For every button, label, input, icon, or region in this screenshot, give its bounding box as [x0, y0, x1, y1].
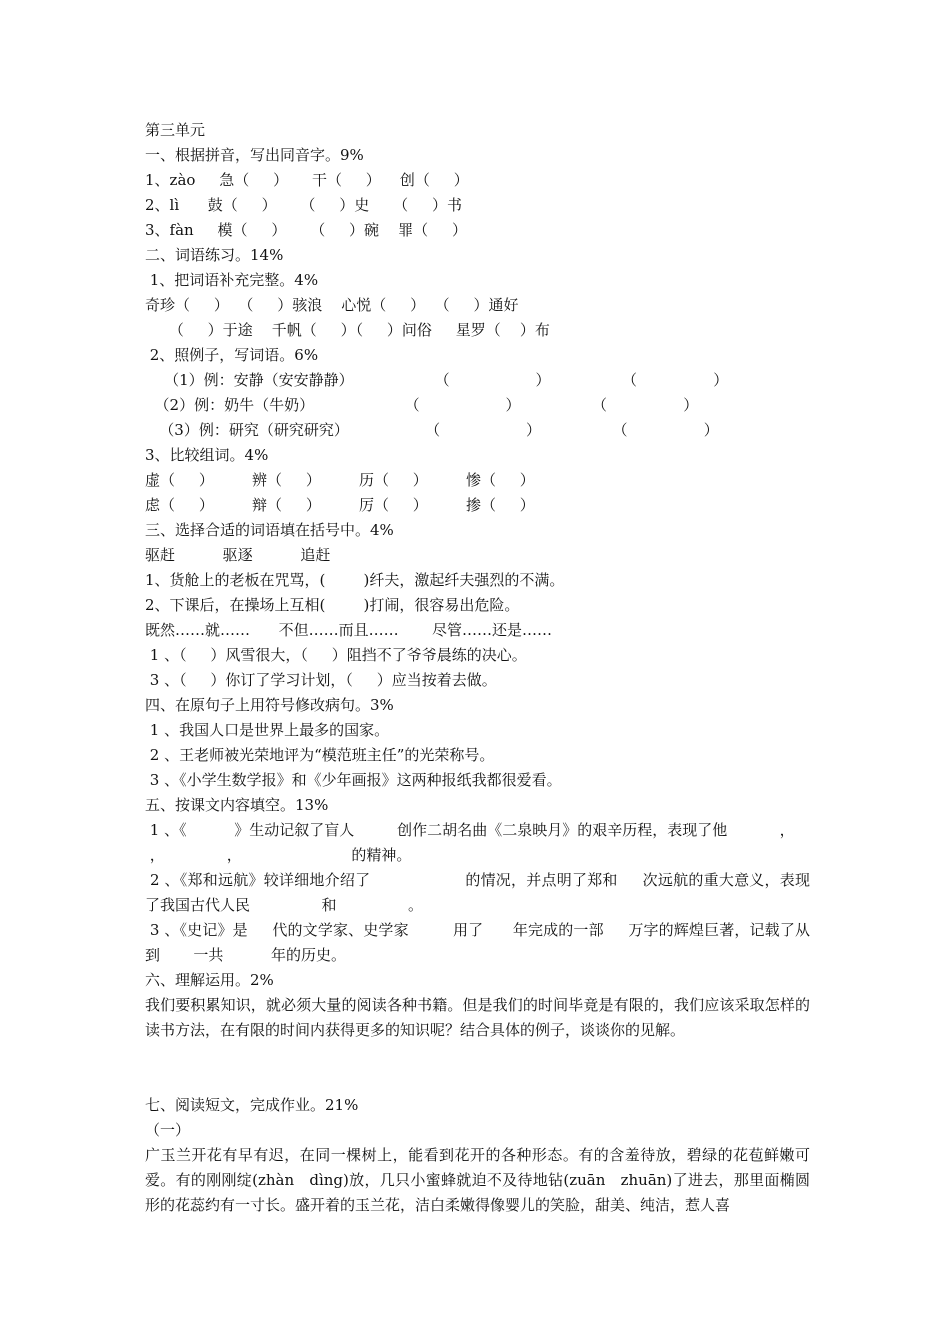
exercise-line: 虑（ ） 辩（ ） 厉（ ） 掺（ ） — [145, 496, 535, 514]
section-5-heading: 五、按课文内容填空。13% — [145, 796, 329, 814]
pinyin-line: 3、fàn 模（ ） （ ）碗 罪（ ） — [145, 221, 467, 239]
subsection-heading: 3、比较组词。4% — [145, 446, 269, 464]
subsection-heading: 1、把词语补充完整。4% — [145, 271, 319, 289]
exercise-line: 1 、我国人口是世界上最多的国家。 — [145, 721, 390, 739]
section-4-heading: 四、在原句子上用符号修改病句。3% — [145, 696, 394, 714]
document-page — [145, 118, 810, 1218]
exercise-line: （ ）于途 千帆（ ）（ ）问俗 星罗（ ）布 — [145, 321, 550, 339]
reading-passage: 广玉兰开花有早有迟，在同一棵树上，能看到花开的各种形态。有的含羞待放，碧绿的花苞鲜嫩可爱。有的刚刚绽(zhàn dìng)放，几只小蜜蜂就迫不及待地钻(zuān zhuān)了进去，那里面椭圆形的花蕊约有一寸长。盛开着的玉兰花，洁白柔嫩得像婴儿的笑脸，甜美、纯洁，惹人喜 — [145, 1146, 810, 1214]
spacer — [145, 1043, 810, 1093]
exercise-line: 1、货舱上的老板在咒骂，( )纤夫，激起纤夫强烈的不满。 — [145, 571, 565, 589]
fill-in-paragraph: 1 、《 》生动记叙了盲人 创作二胡名曲《二泉映月》的艰辛历程，表现了他 ， ， ， 的精神。 — [149, 821, 795, 864]
word-choices: 驱赶 驱逐 追赶 — [145, 546, 331, 564]
exercise-line: 3 、（ ）你订了学习计划，（ ）应当按着去做。 — [145, 671, 497, 689]
exercise-line: 2 、王老师被光荣地评为“模范班主任”的光荣称号。 — [145, 746, 495, 764]
pinyin-line: 1、zào 急（ ） 干（ ） 创（ ） — [145, 171, 469, 189]
section-3-heading: 三、选择合适的词语填在括号中。4% — [145, 521, 394, 539]
exercise-line: 3 、《小学生数学报》和《少年画报》这两种报纸我都很爱看。 — [145, 771, 562, 789]
section-1-heading: 一、根据拼音，写出同音字。9% — [145, 146, 364, 164]
exercise-line: 2、下课后，在操场上互相( )打闹，很容易出危险。 — [145, 596, 520, 614]
word-choices: 既然……就…… 不但……而且…… 尽管……还是…… — [145, 621, 552, 639]
pinyin-line: 2、lì 鼓（ ） （ ）史 （ ）书 — [145, 196, 462, 214]
exercise-line: 1 、（ ）风雪很大，（ ）阻挡不了爷爷晨练的决心。 — [145, 646, 527, 664]
section-2-heading: 二、词语练习。14% — [145, 246, 284, 264]
unit-title: 第三单元 — [145, 121, 206, 139]
exercise-line: 奇珍（ ） （ ）骇浪 心悦（ ） （ ）通好 — [145, 296, 519, 314]
question-paragraph: 我们要积累知识，就必须大量的阅读各种书籍。但是我们的时间毕竟是有限的，我们应该采取怎样的读书方法，在有限的时间内获得更多的知识呢？结合具体的例子，谈谈你的见解。 — [145, 996, 810, 1039]
subsection-heading: 2、照例子，写词语。6% — [145, 346, 319, 364]
section-6-heading: 六、理解运用。2% — [145, 971, 274, 989]
exercise-line: （3）例：研究（研究研究） （ ） （ ） — [145, 421, 719, 439]
exercise-line: 虚（ ） 辨（ ） 历（ ） 惨（ ） — [145, 471, 535, 489]
exercise-line: （1）例：安静（安安静静） （ ） （ ） — [145, 371, 729, 389]
subsection-heading: （一） — [145, 1121, 191, 1139]
section-7-heading: 七、阅读短文，完成作业。21% — [145, 1096, 359, 1114]
fill-in-paragraph: 2 、《郑和远航》较详细地介绍了 的情况，并点明了郑和 次远航的重大意义，表现了我国古代人民 和 。 — [145, 871, 811, 914]
exercise-line: （2）例：奶牛（牛奶） （ ） （ ） — [145, 396, 699, 414]
fill-in-paragraph: 3 、《史记》是 代的文学家、史学家 用了 年完成的一部 万字的辉煌巨著，记载了从到 一共 年的历史。 — [145, 921, 810, 964]
